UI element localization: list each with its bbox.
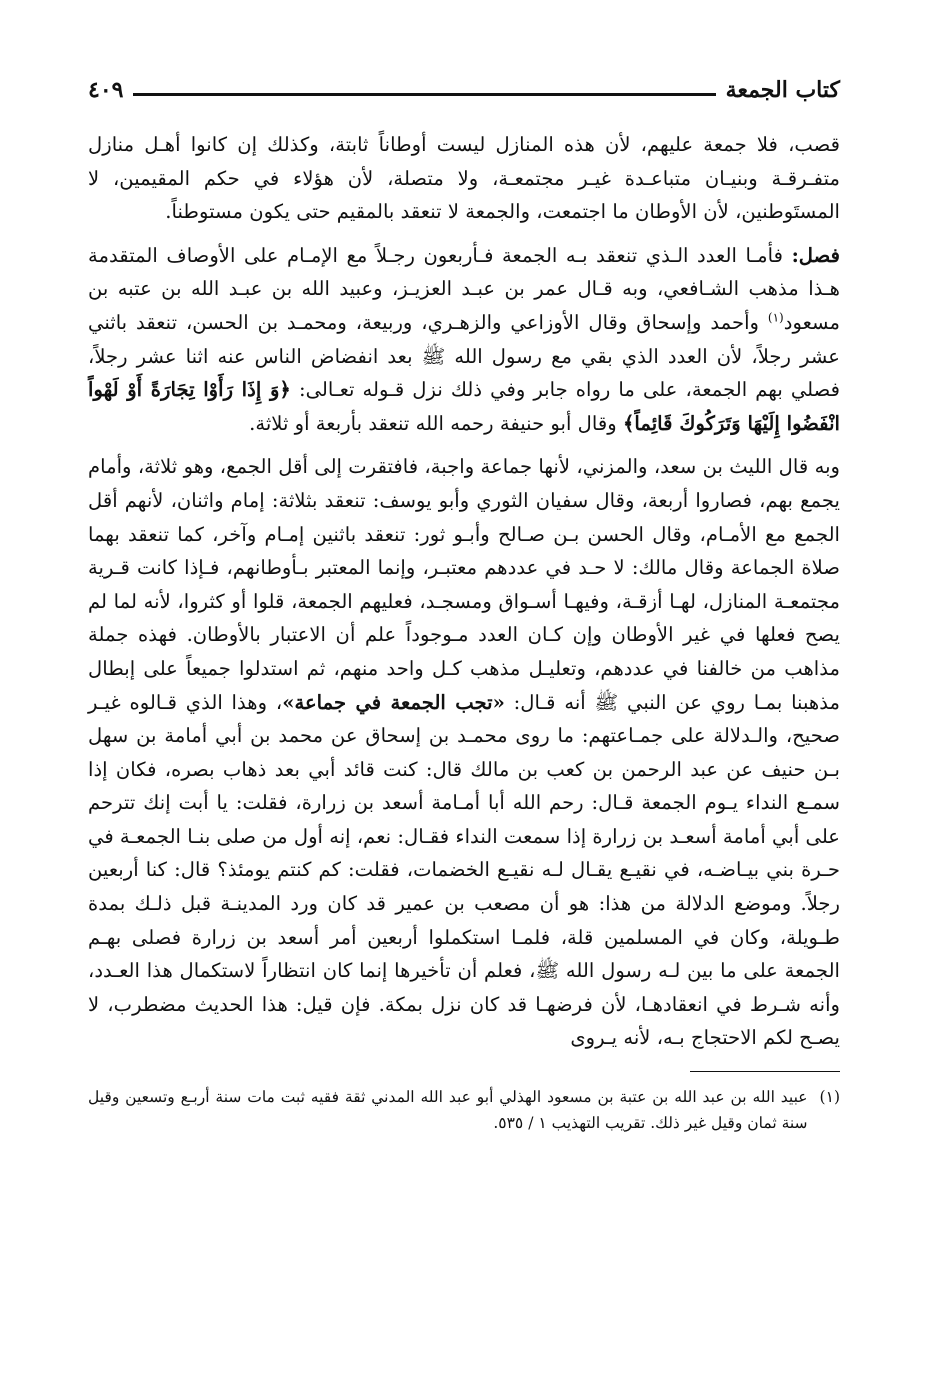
paragraph-text: وأحمد وإسحاق وقال الأوزاعي والزهـري، وربيعة، ومحمـد بن الحسن، تنعقد باثني عشر رجلاً، لأن العدد الذي بقي مع رسول الله ﷺ بعد انفضاض الناس عنه اثنا عشر رجلاً، فصلي بهم الجمعة، على ما رواه جابر وفي ذلك نزل قـوله تعـالى: xyxy=(88,310,841,402)
footnote xyxy=(88,1084,840,1136)
footnote-reference: (١) xyxy=(767,310,784,325)
footnote-number: (١) xyxy=(819,1088,840,1107)
paragraph-text: وبه قال الليث بن سعد، والمزني، لأنها جماعة واجبة، فافتقرت إلى أقل الجمع، وهو ثلاثة، وأمام يجمع بهم، فصاروا أربعة، وقال سفيان الثوري وأبو يوسف: تنعقد بثلاثة: إمام واثنان، لأنهم أقل الجمع مع الأمـام، وقال الحسن بـن صـالح وأبـو ثور: تنعقد باثنين إمـام وآخر، كما تنعقد بهما صلاة الجماعة وقال مالك: لا حـد في عددهم معتبـر، وإنما المعتبر بـأوطانهم، فـإذا كانت قـرية مجتمعـة المنازل، لهـا أزقـة، وفيهـا أسـواق ومسجـد، فعليهم الجمعة، قلوا أو كثروا، لأنه لما لم يصح فعلها في غير الأوطان وإن كـان العدد مـوجوداً علم أن الاعتبار بالأوطان. فهذه جملة مذاهب من خالفنا في عددهم، وتعليـل مذهب كـل واحد منهم، ثم استدلوا جميعاً على إبطال مذهبنا بمـا روي عن النبي ﷺ أنه قـال: xyxy=(88,455,841,714)
paragraph-text: فأمـا العدد الـذي تنعقد بـه الجمعة فـأربعون رجـلاً مع الإمـام على الأوصاف المتقدمة هـذا مذهب الشـافعي، وبه قـال عمر بن عبـد العزيـز، وعبيد الله بن عبـد الله بن عتبه بن مسعود xyxy=(88,243,840,334)
running-header xyxy=(88,70,840,110)
paragraph-text: قصب، فلا جمعة عليهم، لأن هذه المنازل ليست أوطاناً ثابتة، وكذلك إن كانوا أهـل منازل متفـرقـة وبنيـان متباعـدة غيـر مجتمعـة، ولا متصلة، لأن هؤلاء في حكم المقيمين، لا المستَوطنين، لأن الأوطان ما اجتمعت، والجمعة لا تنعقد بالمقيم حتى يكون مستوطناً. xyxy=(88,133,840,224)
book-page xyxy=(88,70,840,1330)
chapter-title: كتاب الجمعة xyxy=(725,77,840,103)
section-label: فصل: xyxy=(791,243,840,267)
header-rule xyxy=(133,93,715,96)
page-number: ٤٠٩ xyxy=(88,77,124,103)
paragraph-text: ، وهذا الذي قـالوه غيـر صحيح، والـدلالة على جمـاعتهم: ما روى محمـد بن إسحاق عن محمد بن أبي أمامة بن سهل بـن حنيف عن عبد الرحمن بن كعب بن مالك قال: كنت قائد أبي بعد ذهاب بصره، فكان إذا سمـع النداء يـوم الجمعة قـال: رحم الله أبا أمـامة أسعد بن زرارة، فقلت: يا أبت إنك تترحم على أبي أمامة أسعـد بن زرارة إذا سمعت النداء فقـال: نعم، إنه أول من صلى بنـا الجمعـة في حـرة بني بيـاضـه، في نقيـع يقـال لـه نقيـع الخضمات، فقلت: كم كنتم يومئذ؟ قال: كنا أربعين رجلاً. وموضع الدلالة من هذا: هو أن مصعب بن عمير قد كان ورد المدينـة قبل ذلـك بمدة طـويلة، وكان في المسلمين قلة، فلمـا استكملوا أربعين أمر أسعد بن زرارة فصلى بهـم الجمعة على ما بين لـه رسول الله ﷺ، فعلم أن تأخيرها إنما كان انتظاراً لاستكمال هذا العـدد، وأنه شـرط في انعقادهـا، لأن فرضهـا قد كان نزل بمكة. فإن قيل: هذا الحديث مضطرب، لا يصـح لكم الاحتجاج بـه، لأنه يـروى xyxy=(87,690,840,1050)
paragraph-2 xyxy=(88,239,840,441)
paragraph-3 xyxy=(88,450,840,1055)
footnote-divider xyxy=(690,1071,840,1072)
footnote-text: عبيد الله بن عبد الله بن عتبة بن مسعود الهذلي أبو عبد الله المدني ثقة فقيه ثبت مات سنة أربـع وتسعين وقيل سنة ثمان وقيل غير ذلك. تقريب التهذيب ١ / ٥٣٥. xyxy=(88,1088,808,1133)
body-text xyxy=(88,128,840,1055)
paragraph-1 xyxy=(88,128,840,229)
quran-verse: ﴿وَ إِذَا رَأَوْا تِجَارَةً أَوْ لَهْواً انْفَضُوا إِلَيْهَا وَتَرَكُوكَ قَائِماً﴾ xyxy=(88,378,840,435)
paragraph-text: وقال أبو حنيفة رحمه الله تنعقد بأربعة أو ثلاثة. xyxy=(249,411,623,435)
hadith-quote: «تجب الجمعة في جماعة» xyxy=(282,690,505,714)
